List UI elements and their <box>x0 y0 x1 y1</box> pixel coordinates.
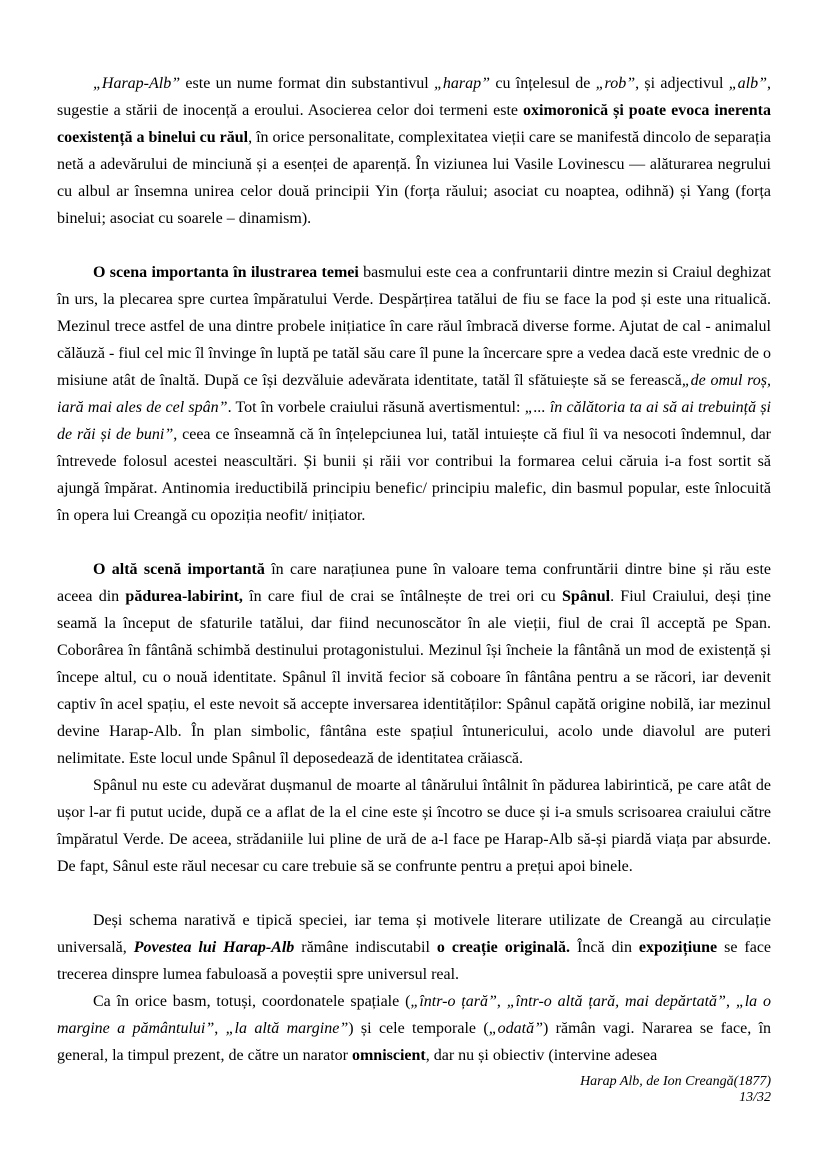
text-run: „alb” <box>728 75 767 92</box>
text-run: ) rămân vagi. Nararea se face, în general, la timpul prezent, de către un narator <box>57 1020 772 1064</box>
text-run: rămâne indiscutabil <box>294 939 437 956</box>
text-run: „de omul roș, iară mai ales de cel spân” <box>57 372 772 416</box>
paragraph <box>57 772 771 880</box>
text-run: , <box>725 993 736 1010</box>
text-run: cu înțelesul de <box>490 75 596 92</box>
text-run: Încă din <box>570 939 639 956</box>
text-run: Povestea lui Harap-Alb <box>133 939 295 956</box>
text-run: Spânul nu este cu adevărat dușmanul de moarte al tânărului întâlnit în pădurea labirintică, pe care atât de ușor l-ar fi putut ucide, după ce a aflat de la el cine este și încotro se duce și i-a smuls scrisoarea craiului către împăratul Verde. De aceea, strădaniile lui pline de ură de a-l face pe Harap-Alb să-și piardă viața par absurde. De fapt, Sânul este răul necesar cu care trebuie să se confrunte pentru a prețui apoi binele. <box>57 777 771 875</box>
document-body <box>57 70 771 1069</box>
text-run: o creație originală. <box>436 939 571 956</box>
text-run: „harap” <box>434 75 491 92</box>
text-run: . Fiul Craiului, deși ține seamă la început de sfaturile tatălui, dar fiind necunoscător în ale vieții, fiul de crai îl acceptă pe Span. Coborârea în fântână schimbă destinului protagonistului. Mezinul își încheie la fântână un mod de existență și începe altul, cu o nouă identitate. Spânul îl invită fecior să coboare în fântâna pentru a se răcori, iar devenit captiv în acel spațiu, el este nevoit să accepte inversarea identităților: Spânul capătă origine nobilă, iar mezinul devine Harap-Alb. În plan simbolic, fântâna este spațiul întunericului, acolo unde diavolul are puteri nelimitate. Este locul unde Spânul îl deposedează de identitatea crăiască. <box>57 588 772 767</box>
text-run: în care narațiunea pune în valoare tema confruntării dintre bine și rău este aceea din <box>57 561 771 605</box>
text-run: „Harap-Alb” <box>93 75 181 92</box>
text-run: , ceea ce înseamnă că în înțelepciunea lui, tatăl intuiește că fiul îi va nesocoti îndemnul, dar întrevede folosul acestei neascultări. Și bunii și răii vor contribui la formarea celui căruia i-a fost sortit să ajungă împărat. Antinomia ireductibilă principiu benefic/ principiu malefic, din basmul popular, este înlocuită în opera lui Creangă cu opoziția neofit/ inițiator. <box>57 426 772 524</box>
text-run: în care fiul de crai se întâlnește de trei ori cu <box>242 588 563 605</box>
text-run: basmului este cea a confruntarii dintre mezin si Craiul deghizat în urs, la plecarea spre curtea împăratului Verde. Despărțirea tatălui de fiu se face la pod și este una ritualică. Mezinul trece astfel de una dintre probele inițiatice în care răul îmbracă diverse forme. Ajutat de cal - animalul călăuză - fiul cel mic îl învinge în luptă pe tatăl său care îl pune la încercare spre a vedea dacă este vrednic de o misiune atât de înaltă. După ce își dezvăluie adevărata identitate, tatăl îl sfătuiește să se ferească <box>57 264 771 389</box>
text-run: , și adjectivul <box>635 75 729 92</box>
text-run: este un nume format din substantivul <box>180 75 435 92</box>
text-run: , <box>496 993 507 1010</box>
text-run: „într-o altă țară, mai depărtată” <box>506 993 726 1010</box>
text-run: . Tot în vorbele craiului răsună avertismentul: <box>227 399 525 416</box>
text-run: se face trecerea dinspre lumea fabuloasă a poveștii spre universul real. <box>57 939 772 983</box>
text-run: O altă scenă importantă <box>93 561 265 578</box>
paragraph <box>57 259 771 529</box>
text-run: , sugestie a stării de inocență a eroului. Asocierea celor doi termeni este <box>57 75 771 119</box>
footer-source-title: Harap Alb, de Ion Creangă(1877) <box>580 1074 771 1089</box>
text-run: , <box>214 1020 226 1037</box>
text-run: „odată” <box>488 1020 543 1037</box>
text-run: ) și cele temporale ( <box>348 1020 489 1037</box>
text-run: „la o margine a pământului” <box>57 993 772 1037</box>
text-run: „la altă margine” <box>225 1020 349 1037</box>
text-run: „într-o țară” <box>410 993 497 1010</box>
text-run: , în orice personalitate, complexitatea vieții care se manifestă dincolo de separația netă a adevărului de minciună și a esenței de aparență. În viziunea lui Vasile Lovinescu — alăturarea negrului cu albul ar însemna unirea celor două principii Yin (forța răului; asociat cu noaptea, odihnă) și Yang (forța binelui; asociat cu soarele – dinamism). <box>57 129 771 227</box>
text-run: , dar nu și obiectiv (intervine adesea <box>425 1047 658 1064</box>
footer-page-number: 13/32 <box>739 1090 771 1105</box>
text-run: oximoronică și poate evoca inerenta coexistență a binelui cu răul <box>57 102 771 146</box>
text-run: expozițiune <box>638 939 718 956</box>
text-run: O scena importanta în ilustrarea temei <box>93 264 359 281</box>
text-run: Spânul <box>562 588 611 605</box>
text-run: „... în călătoria ta ai să ai trebuință și de răi și de buni” <box>57 399 772 443</box>
text-run: Ca în orice basm, totuși, coordonatele spațiale ( <box>93 993 411 1010</box>
text-run: Deși schema narativă e tipică speciei, iar tema și motivele literare utilizate de Creangă au circulație universală, <box>57 912 771 956</box>
paragraph <box>57 556 771 772</box>
paragraph <box>57 988 771 1069</box>
paragraph <box>57 907 771 988</box>
page-footer <box>57 1074 771 1106</box>
text-run: omniscient <box>351 1047 426 1064</box>
paragraph <box>57 70 771 232</box>
text-run: pădurea-labirint, <box>125 588 243 605</box>
text-run: „rob” <box>595 75 636 92</box>
